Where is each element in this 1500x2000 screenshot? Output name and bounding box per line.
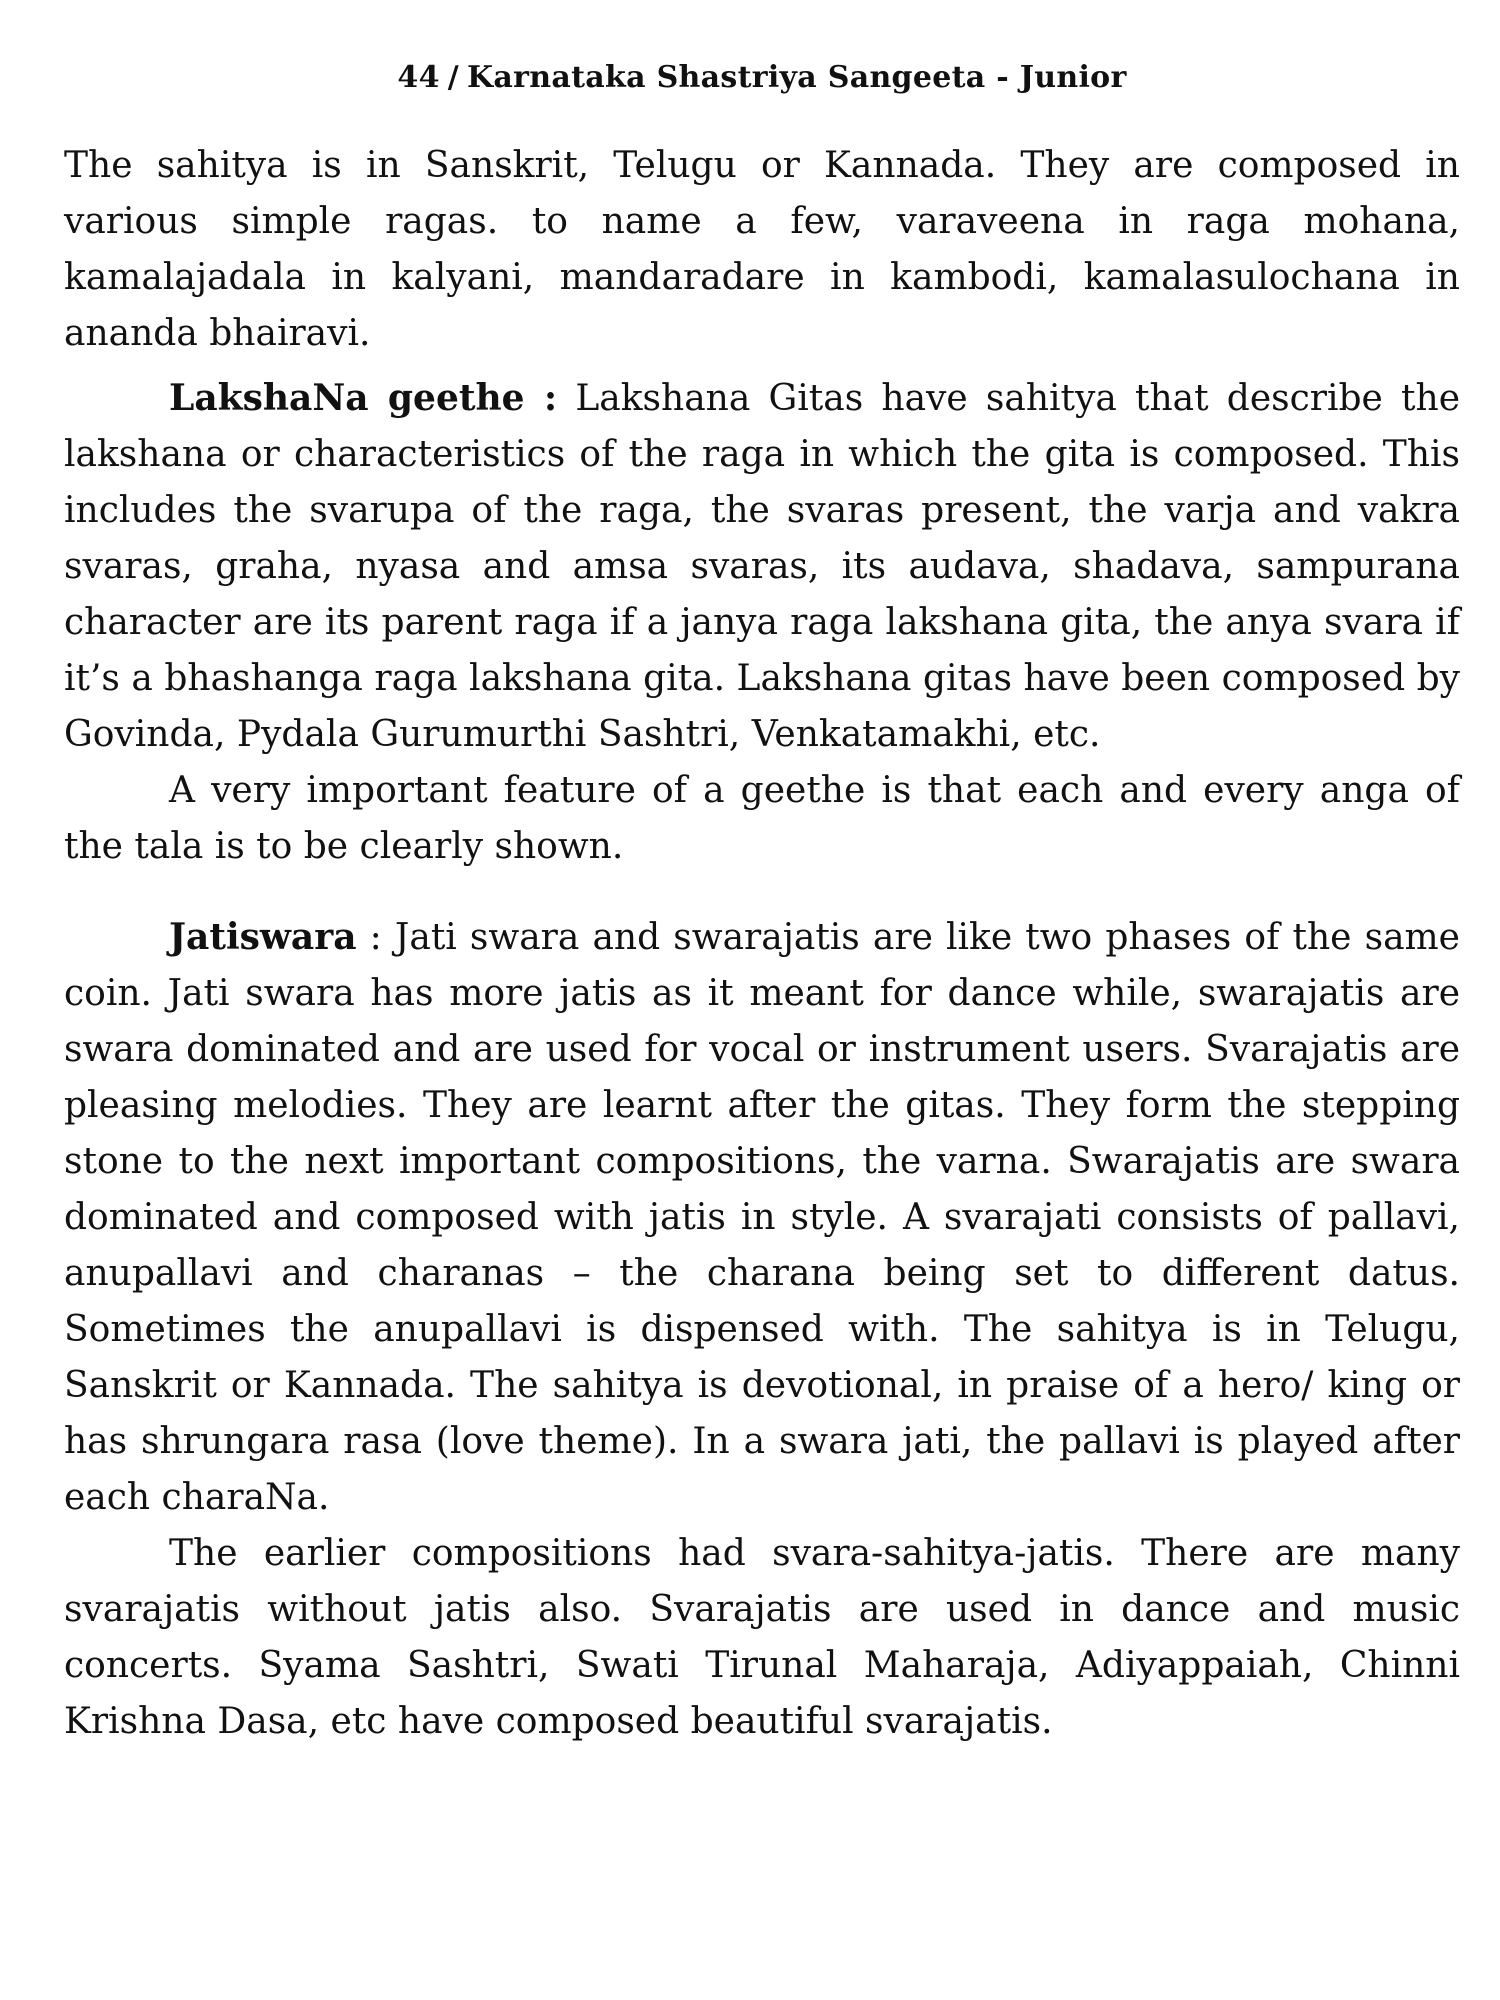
paragraph-sahitya-intro: The sahitya is in Sanskrit, Telugu or Kannada. They are composed in various simple ragas. to name a few, varaveena in raga mohana, kamalajadala in kalyani, mandaradare in kambodi, kamalasulochana in ananda bhairavi. — [64, 145, 1460, 354]
paragraph-jatiswara-text: : Jati swara and swarajatis are like two phases of the same coin. Jati swara has more jatis as it meant for dance while, swarajatis are swara dominated and are used for vocal or instrument users. Svarajatis are pleasing melodies. They are learnt after the gitas. They form the stepping stone to the next important compositions, the varna. Swarajatis are swara dominated and composed with jatis in style. A svarajati consists of pallavi, anupallavi and charanas – the charana being set to different datus. Sometimes the anupallavi is dispensed with. The sahitya is in Telugu, Sanskrit or Kannada. The sahitya is devotional, in praise of a hero/ king or has shrungara rasa (love theme). In a swara jati, the pallavi is played after each charaNa. — [64, 917, 1460, 1518]
paragraph-lakshana-geethe — [64, 370, 1460, 763]
paragraph-geethe-feature: A very important feature of a geethe is that each and every anga of the tala is to be clearly shown. — [64, 770, 1460, 867]
paragraph-lakshana-geethe-text: Lakshana Gitas have sahitya that describe the lakshana or characteristics of the raga in which the gita is composed. This includes the svarupa of the raga, the svaras present, the varja and vakra svaras, graha, nyasa and amsa svaras, its audava, shadava, sampurana character are its parent raga if a janya raga lakshana gita, the anya svara if it’s a bhashanga raga lakshana gita. Lakshana gitas have been composed by Govinda, Pydala Gurumurthi Sashtri, Venkatamakhi, etc. — [64, 378, 1460, 755]
header-separator: / — [447, 60, 460, 95]
paragraph-jatiswara — [64, 909, 1460, 1526]
running-header — [64, 52, 1460, 104]
term-jatiswara: Jatiswara — [169, 916, 357, 958]
paragraph-svarajatis: The earlier compositions had svara-sahitya-jatis. There are many svarajatis without jatis also. Svarajatis are used in dance and music concerts. Syama Sashtri, Swati Tirunal Maharaja, Adiyappaiah, Chinni Krishna Dasa, etc have composed beautiful svarajatis. — [64, 1533, 1460, 1742]
term-lakshana-geethe: LakshaNa geethe : — [169, 377, 558, 419]
book-title: Karnataka Shastriya Sangeeta - Junior — [467, 60, 1127, 95]
page-number: 44 — [397, 60, 440, 95]
